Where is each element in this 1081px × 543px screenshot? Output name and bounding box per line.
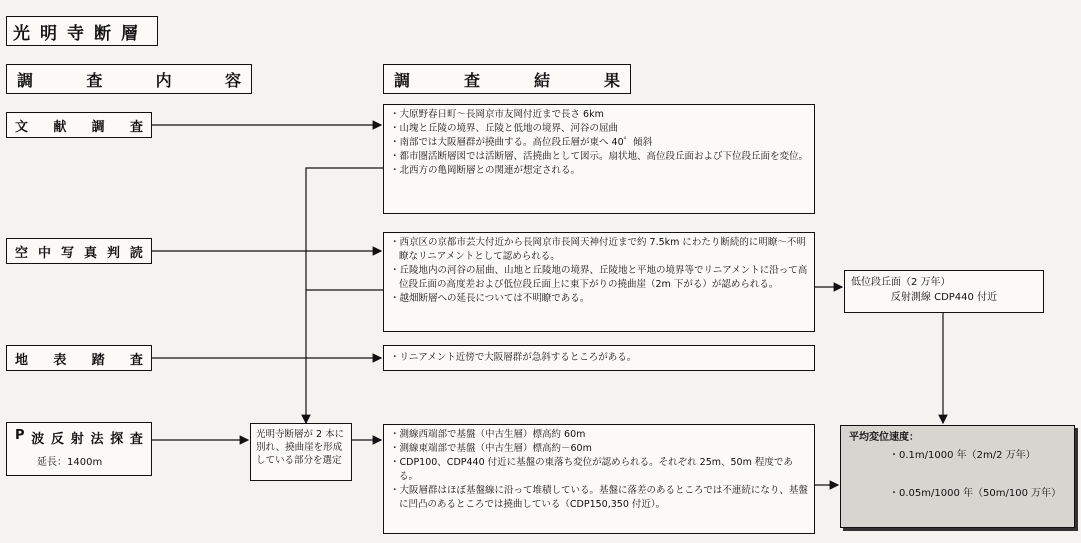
displacement-rate: ・0.1m/1000 年（2m/2 万年） bbox=[889, 450, 1036, 461]
header-char: 果 bbox=[603, 70, 620, 90]
result-item: ・CDP100、CDP440 付近に基盤の東落ち変位が認められる。それぞれ 25m、50m 程度である。 bbox=[390, 457, 793, 482]
method-char: 波 bbox=[31, 432, 45, 447]
result-p-wave bbox=[383, 424, 815, 534]
arrow-vertical-to-interp bbox=[306, 168, 383, 423]
method-char: 空 bbox=[15, 245, 29, 261]
displacement-heading: 平均変位速度： bbox=[849, 432, 919, 443]
page-title: 光明寺断層 bbox=[6, 16, 158, 46]
method-aerial-photo bbox=[6, 238, 152, 264]
result-item: ・山塊と丘陵の境界、丘陵と低地の境界、河谷の屈曲 bbox=[390, 123, 619, 134]
result-item: ・測線東端部で基盤（中古生層）標高約－60m bbox=[390, 443, 592, 454]
interpretation-box: 光明寺断層が 2 本に別れ、撓曲崖を形成している部分を選定 bbox=[250, 423, 352, 481]
method-literature bbox=[6, 112, 152, 138]
result-item: ・大阪層群はほぼ基盤線に沿って堆積している。基盤に落差のあるところでは不連続になり、基盤に凹凸のあるところでは撓曲している（CDP150,350 付近）。 bbox=[390, 485, 808, 510]
result-literature bbox=[383, 104, 815, 214]
method-char: 射 bbox=[70, 432, 84, 447]
method-char: 探 bbox=[110, 432, 124, 447]
method-char: 献 bbox=[53, 119, 67, 135]
header-char: 査 bbox=[463, 70, 480, 90]
method-char: 査 bbox=[129, 432, 143, 447]
header-char: 内 bbox=[155, 70, 172, 90]
method-char: 法 bbox=[90, 432, 104, 447]
header-char: 調 bbox=[394, 70, 411, 90]
method-char: 真 bbox=[83, 245, 97, 261]
result-item: ・大原野春日町～長岡京市友岡付近まで長さ 6km bbox=[390, 109, 604, 120]
header-survey-results bbox=[383, 64, 631, 94]
header-char: 調 bbox=[17, 70, 34, 90]
result-item: ・西京区の京都市芸大付近から長岡京市長岡天神付近まで約 7.5km にわたり断続的に明瞭～不明瞭なリニアメントとして認められる。 bbox=[390, 237, 806, 262]
result-item: ・都市圏活断層図では活断層、活撓曲として図示。扇状地、高位段丘面および下位段丘面を変位。 bbox=[390, 151, 809, 162]
result-item: ・リニアメント近傍で大阪層群が急斜するところがある。 bbox=[390, 352, 637, 363]
method-char: 地 bbox=[15, 352, 29, 368]
finding-line: 低位段丘面（2 万年） bbox=[851, 277, 951, 288]
header-char: 容 bbox=[224, 70, 241, 90]
result-aerial-photo bbox=[383, 232, 815, 332]
header-char: 査 bbox=[86, 70, 103, 90]
method-char: 写 bbox=[60, 245, 74, 261]
header-char: 結 bbox=[533, 70, 550, 90]
result-item: ・北西方の亀岡断層との関連が想定される。 bbox=[390, 165, 581, 176]
result-item: ・越畑断層への延長については不明瞭である。 bbox=[390, 293, 590, 304]
method-field-survey bbox=[6, 345, 152, 371]
header-survey-content bbox=[6, 64, 252, 94]
method-char: P bbox=[15, 428, 25, 443]
method-char: 反 bbox=[50, 432, 64, 447]
result-item: ・丘陵地内の河谷の屈曲、山地と丘陵地の境界、丘陵地と平地の境界等でリニアメントに沿って高位段丘面の高度差および低位段丘面上に東下がりの撓曲崖（2m 下がる）が認められる。 bbox=[390, 265, 808, 290]
method-char: 調 bbox=[91, 119, 105, 135]
finding-line: 反射測線 CDP440 付近 bbox=[890, 292, 998, 303]
displacement-rate: ・0.05m/1000 年（50m/100 万年） bbox=[889, 488, 1062, 499]
displacement-rate-box bbox=[840, 425, 1075, 528]
method-char: 査 bbox=[129, 352, 143, 368]
method-char: 判 bbox=[106, 245, 120, 261]
method-char: 中 bbox=[37, 245, 51, 261]
method-char: 踏 bbox=[91, 352, 105, 368]
result-item: ・南部では大阪層群が撓曲する。高位段丘層が東へ 40゜傾斜 bbox=[390, 137, 653, 148]
method-p-wave bbox=[6, 422, 152, 476]
method-char: 読 bbox=[129, 245, 143, 261]
method-char: 表 bbox=[53, 352, 67, 368]
finding-box bbox=[844, 270, 1044, 313]
method-char: 文 bbox=[15, 119, 29, 135]
result-item: ・測線西端部で基盤（中古生層）標高約 60m bbox=[390, 429, 586, 440]
survey-length: 延長：1400m bbox=[37, 457, 103, 468]
result-field-survey bbox=[383, 345, 815, 371]
method-char: 査 bbox=[129, 119, 143, 135]
